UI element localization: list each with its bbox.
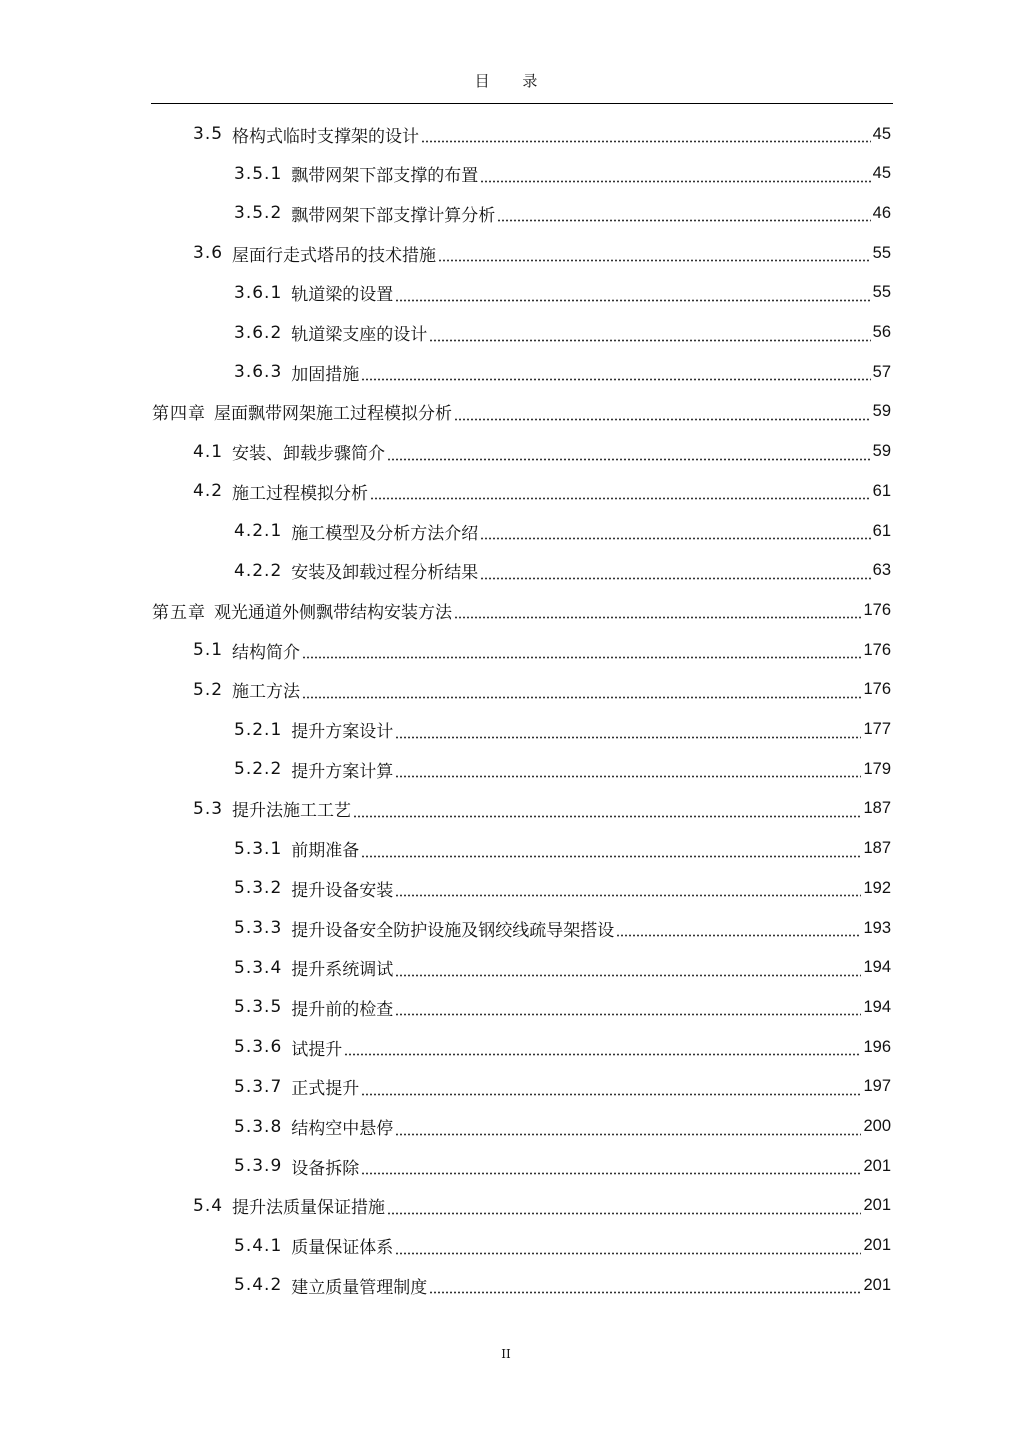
toc-dot-leader <box>395 715 861 745</box>
toc-entry-page: 194 <box>863 997 891 1016</box>
toc-entry-number: 5.3.9 <box>234 1156 283 1177</box>
toc-dot-leader <box>387 1191 861 1221</box>
toc-entry-page: 194 <box>863 958 891 977</box>
toc-entry-page: 193 <box>863 918 891 937</box>
toc-entry-title: 提升设备安装 <box>291 880 394 901</box>
toc-entry-number: 第四章 <box>152 404 206 425</box>
toc-dot-leader <box>480 556 870 586</box>
toc-dot-leader <box>395 278 870 308</box>
toc-entry-title: 安装、卸载步骤简介 <box>232 444 386 465</box>
toc-entry-page: 176 <box>863 600 891 619</box>
toc-entry-number: 5.3.8 <box>234 1116 283 1137</box>
toc-entry-page: 187 <box>863 839 891 858</box>
toc-entry-title: 前期准备 <box>291 841 360 862</box>
toc-entry[interactable] <box>234 357 891 387</box>
toc-entry-title: 建立质量管理制度 <box>291 1277 428 1298</box>
toc-entry-number: 5.4.1 <box>234 1235 283 1256</box>
toc-entry-page: 45 <box>872 124 891 143</box>
toc-entry[interactable] <box>234 1270 891 1300</box>
toc-entry-number: 3.6.3 <box>234 362 283 383</box>
toc-entry-title: 提升法施工工艺 <box>232 801 352 822</box>
toc-entry-title: 正式提升 <box>291 1079 360 1100</box>
toc-entry-page: 201 <box>863 1236 891 1255</box>
toc-entry-page: 61 <box>872 481 891 500</box>
toc-entry-title: 加固措施 <box>291 364 360 385</box>
toc-entry-page: 197 <box>863 1077 891 1096</box>
toc-dot-leader <box>429 318 870 348</box>
toc-entry-number: 5.3.4 <box>234 957 283 978</box>
toc-entry-number: 4.2 <box>193 481 224 502</box>
toc-entry-page: 201 <box>863 1156 891 1175</box>
toc-dot-leader <box>361 1151 861 1181</box>
toc-entry[interactable] <box>234 754 891 784</box>
toc-dot-leader <box>480 159 870 189</box>
toc-entry-page: 192 <box>863 878 891 897</box>
toc-entry[interactable] <box>152 595 891 625</box>
toc-entry-number: 5.3.3 <box>234 918 283 938</box>
page-number: II <box>501 1347 511 1361</box>
toc-dot-leader <box>395 754 861 784</box>
toc-entry-page: 196 <box>863 1037 891 1056</box>
toc-entry[interactable] <box>193 119 891 149</box>
toc-entry-number: 5.3.5 <box>234 997 283 1018</box>
toc-entry-page: 201 <box>863 1275 891 1294</box>
toc-entry-page: 179 <box>863 759 891 778</box>
toc-dot-leader <box>302 635 861 665</box>
toc-dot-leader <box>454 397 871 427</box>
toc-dot-leader <box>344 1032 861 1062</box>
toc-dot-leader <box>361 357 870 387</box>
toc-entry-title: 提升前的检查 <box>291 999 394 1020</box>
toc-entry[interactable] <box>234 1151 891 1181</box>
toc-entry-number: 4.2.1 <box>234 521 283 541</box>
toc-entry-number: 第五章 <box>152 602 206 623</box>
toc-dot-leader <box>370 476 871 506</box>
toc-entry-page: 59 <box>872 402 891 421</box>
toc-entry[interactable] <box>234 516 891 546</box>
toc-entry[interactable] <box>234 992 891 1022</box>
toc-dot-leader <box>616 913 861 943</box>
toc-entry-number: 4.2.2 <box>234 560 283 581</box>
toc-dot-leader <box>395 1112 861 1142</box>
toc-dot-leader <box>421 119 871 149</box>
toc-entry-page: 187 <box>863 799 891 818</box>
toc-dot-leader <box>387 437 871 467</box>
toc-entry-title: 安装及卸载过程分析结果 <box>291 563 479 584</box>
toc-dot-leader <box>395 1231 861 1261</box>
toc-entry[interactable] <box>234 1112 891 1142</box>
toc-entry-title: 试提升 <box>291 1039 343 1060</box>
toc-entry[interactable] <box>234 159 891 189</box>
toc-entry-title: 结构简介 <box>232 642 301 663</box>
toc-entry[interactable] <box>193 1191 891 1221</box>
toc-entry[interactable] <box>234 1231 891 1261</box>
toc-entry-title: 提升法质量保证措施 <box>232 1198 386 1219</box>
toc-entry-page: 61 <box>872 521 891 540</box>
toc-entry[interactable] <box>193 437 891 467</box>
toc-entry-number: 5.2.2 <box>234 759 283 780</box>
toc-dot-leader <box>361 1072 861 1102</box>
toc-entry-title: 轨道梁支座的设计 <box>291 325 428 345</box>
page-header-title: 目 录 <box>474 72 552 90</box>
toc-entry-page: 55 <box>872 243 891 262</box>
toc-entry-page: 177 <box>863 720 891 738</box>
toc-entry-title: 观光通道外侧飘带结构安装方法 <box>214 602 452 623</box>
toc-entry-title: 提升方案计算 <box>291 761 394 782</box>
toc-entry[interactable] <box>193 675 891 705</box>
toc-entry-title: 提升系统调试 <box>291 960 394 981</box>
toc-entry-title: 飘带网架下部支撑计算分析 <box>291 205 496 226</box>
toc-entry-page: 45 <box>872 164 891 183</box>
toc-dot-leader <box>395 953 861 983</box>
toc-entry[interactable] <box>234 318 891 348</box>
toc-entry-title: 轨道梁的设置 <box>291 285 394 306</box>
toc-entry-page: 200 <box>863 1117 891 1135</box>
toc-entry[interactable] <box>193 476 891 506</box>
toc-entry-number: 3.6.2 <box>234 322 283 343</box>
toc-dot-leader <box>480 516 870 546</box>
toc-entry[interactable] <box>234 556 891 586</box>
toc-entry-title: 设备拆除 <box>291 1158 360 1179</box>
toc-dot-leader <box>438 238 871 268</box>
toc-dot-leader <box>395 992 861 1022</box>
toc-dot-leader <box>395 873 861 903</box>
toc-entry[interactable] <box>234 1032 891 1062</box>
toc-entry[interactable] <box>193 635 891 665</box>
toc-entry-number: 3.5.2 <box>234 203 283 224</box>
toc-entry[interactable] <box>234 198 891 228</box>
toc-entry-title: 提升设备安全防护设施及钢绞线疏导架搭设 <box>291 920 615 941</box>
toc-entry[interactable] <box>234 953 891 983</box>
toc-dot-leader <box>454 595 861 625</box>
toc-entry-title: 提升方案设计 <box>291 722 394 742</box>
toc-entry-number: 3.5 <box>193 124 224 144</box>
toc-entry-number: 5.3 <box>193 798 224 819</box>
toc-dot-leader <box>361 834 861 864</box>
toc-entry-number: 3.6 <box>193 243 224 264</box>
toc-entry-page: 63 <box>872 561 891 580</box>
toc-entry-number: 5.3.1 <box>234 838 283 859</box>
toc-entry-number: 5.4 <box>193 1195 224 1216</box>
toc-entry-number: 5.1 <box>193 640 224 661</box>
toc-dot-leader <box>353 794 861 824</box>
toc-entry-number: 5.3.7 <box>234 1076 283 1097</box>
toc-entry-page: 176 <box>863 680 891 699</box>
toc-entry-number: 5.2 <box>193 679 224 700</box>
toc-entry-title: 施工过程模拟分析 <box>232 483 369 504</box>
toc-entry-number: 5.2.1 <box>234 719 283 740</box>
toc-entry-title: 格构式临时支撑架的设计 <box>232 126 420 147</box>
toc-entry-title: 施工方法 <box>232 682 301 703</box>
toc-entry-number: 4.1 <box>193 441 224 462</box>
toc-entry-title: 屋面飘带网架施工过程模拟分析 <box>214 404 452 425</box>
toc-entry-page: 46 <box>872 203 891 222</box>
toc-entry[interactable] <box>193 238 891 268</box>
toc-entry[interactable] <box>193 794 891 824</box>
toc-dot-leader <box>302 675 861 705</box>
toc-entry[interactable] <box>234 834 891 864</box>
toc-entry-page: 56 <box>872 323 891 341</box>
toc-entry-title: 屋面行走式塔吊的技术措施 <box>232 245 437 266</box>
toc-entry-number: 5.3.2 <box>234 878 283 899</box>
toc-entry[interactable] <box>234 1072 891 1102</box>
header-rule <box>151 103 893 104</box>
toc-entry-page: 55 <box>872 283 891 302</box>
toc-dot-leader <box>497 198 870 228</box>
toc-entry-number: 5.4.2 <box>234 1275 283 1296</box>
toc-entry-title: 结构空中悬停 <box>291 1119 394 1139</box>
toc-entry-title: 飘带网架下部支撑的布置 <box>291 166 479 187</box>
toc-entry-title: 质量保证体系 <box>291 1238 394 1259</box>
toc-entry-number: 3.6.1 <box>234 282 283 303</box>
toc-entry-title: 施工模型及分析方法介绍 <box>291 523 479 544</box>
toc-entry[interactable] <box>152 397 891 427</box>
toc-entry[interactable] <box>234 913 891 943</box>
toc-entry-page: 176 <box>863 640 891 659</box>
toc-entry-number: 5.3.6 <box>234 1037 283 1058</box>
toc-entry-page: 59 <box>872 442 891 461</box>
toc-entry-page: 201 <box>863 1196 891 1215</box>
toc-entry-page: 57 <box>872 362 891 381</box>
toc-entry[interactable] <box>234 715 891 745</box>
toc-dot-leader <box>429 1270 861 1300</box>
toc-entry[interactable] <box>234 278 891 308</box>
toc-entry[interactable] <box>234 873 891 903</box>
toc-entry-number: 3.5.1 <box>234 163 283 184</box>
